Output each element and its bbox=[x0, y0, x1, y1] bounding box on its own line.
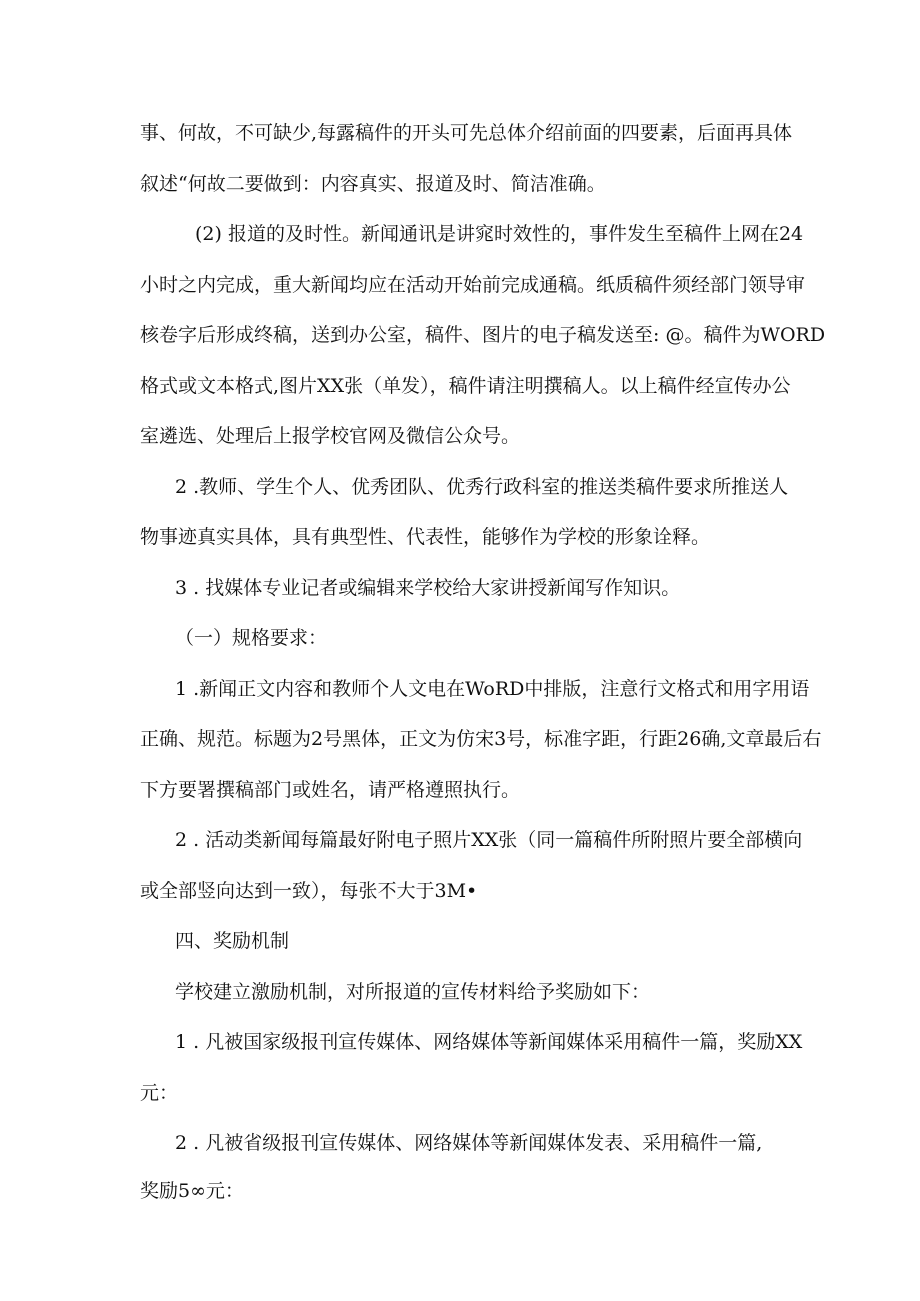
paragraph-line: 奖励5∞元： bbox=[140, 1180, 244, 1202]
paragraph-line: 1 .新闻正文内容和教师个人文电在WoRD中排版，注意行文格式和用字用语 bbox=[175, 678, 810, 700]
paragraph-line: 核卷字后形成终稿，送到办公室，稿件、图片的电子稿发送至: @。稿件为WORD bbox=[140, 324, 826, 346]
paragraph-line: (2) 报道的及时性。新闻通讯是讲窕时效性的，事件发生至稿件上网在24 bbox=[195, 223, 804, 245]
paragraph-line: 2 .教师、学生个人、优秀团队、优秀行政科室的推送类稿件要求所推送人 bbox=[175, 476, 789, 498]
paragraph-line: 元： bbox=[140, 1082, 179, 1104]
paragraph-line: 3 . 找媒体专业记者或编辑来学校给大家讲授新闻写作知识。 bbox=[175, 577, 681, 599]
paragraph-line: 事、何故，不可缺少,每露稿件的开头可先总体介绍前面的四要素，后面再具体 bbox=[140, 122, 793, 144]
paragraph-line: 2 . 凡被省级报刊宣传媒体、网络媒体等新闻媒体发表、采用稿件一篇, bbox=[175, 1132, 763, 1154]
paragraph-line: 下方要署撰稿部门或姓名，请严格遵照执行。 bbox=[140, 779, 521, 801]
paragraph-line: 室遴选、处理后上报学校官网及微信公众号。 bbox=[140, 425, 521, 447]
section-heading: （一）规格要求： bbox=[175, 627, 328, 649]
paragraph-line: 或全部竖向达到一致），每张不大于3M• bbox=[140, 880, 478, 902]
paragraph-line: 小时之内完成，重大新闻均应在活动开始前完成通稿。纸质稿件须经部门领导审 bbox=[140, 274, 806, 296]
paragraph-line: 1 . 凡被国家级报刊宣传媒体、网络媒体等新闻媒体采用稿件一篇，奖励XX bbox=[175, 1031, 803, 1053]
paragraph-line: 物事迹真实具体，具有典型性、代表性，能够作为学校的形象诠释。 bbox=[140, 526, 711, 548]
paragraph-line: 正确、规范。标题为2号黑体，正文为仿宋3号，标准字距，行距26确,文章最后右 bbox=[140, 728, 822, 750]
paragraph-line: 2 . 活动类新闻每篇最好附电子照片XX张（同一篇稿件所附照片要全部横向 bbox=[175, 829, 803, 851]
paragraph-line: 学校建立激励机制，对所报道的宣传材料给予奖励如下： bbox=[175, 981, 651, 1003]
paragraph-line: 格式或文本格式,图片XX张（单发），稿件请注明撰稿人。以上稿件经宣传办公 bbox=[140, 375, 791, 397]
section-heading: 四、奖励机制 bbox=[175, 930, 290, 952]
paragraph-line: 叙述“何故二要做到：内容真实、报道及时、简洁准确。 bbox=[140, 173, 606, 195]
